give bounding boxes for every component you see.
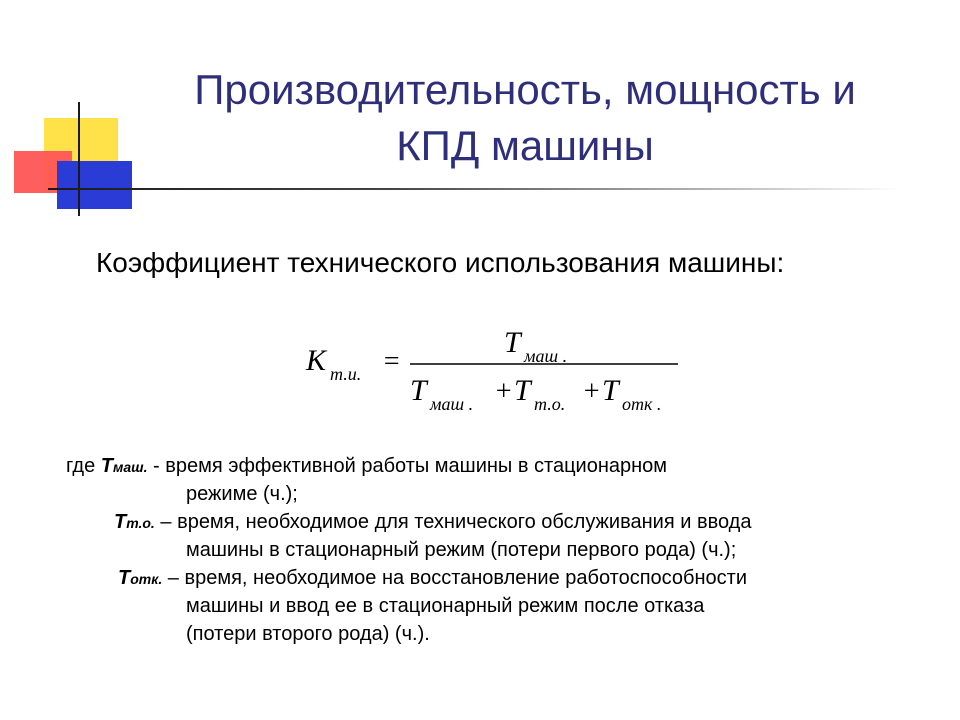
formula [300,318,720,418]
legend-item-1-text: - время эффективной работы машины в стационарном [147,455,668,477]
legend-item-3-symbol: Тотк. [118,567,163,589]
formula-den-term-3-subscript: отк . [622,394,662,414]
decor-vertical-line [78,102,80,216]
slide-title-line-2: КПД машины [396,122,654,169]
slide-title-line-1: Производительность, мощность и [194,66,856,113]
legend-item-2-symbol: Тт.о. [114,511,155,533]
formula-den-term-2-symbol: T [514,374,531,407]
legend-item-2-text: – время, необходимое для технического обслуживания и ввода [154,511,752,533]
formula-plus-1: + [494,376,513,407]
decor-blue-square [57,161,132,209]
formula-equals: = [382,346,401,377]
formula-lhs-symbol: K [306,344,327,377]
formula-lhs-subscript: т.и. [330,364,362,384]
formula-den-term-2-subscript: т.о. [534,394,566,414]
title-divider-line [48,188,900,190]
legend-item-2-line-2: машины в стационарный режим (потери первого рода) (ч.); [186,539,737,561]
legend-item-3-text: – время, необходимое на восстановление работоспособности [162,567,747,589]
formula-den-term-3-symbol: T [602,374,619,407]
legend-item-3-line-1 [118,564,747,593]
legend-item-2-line-1 [114,508,751,537]
formula-svg [300,318,720,418]
formula-numerator-subscript: маш . [524,346,568,366]
section-heading: Коэффициент технического использования машины: [96,247,785,278]
legend-item-3-line-2: машины и ввод ее в стационарный режим после отказа [186,595,705,617]
formula-den-term-1-symbol: T [410,374,427,407]
formula-numerator-symbol: T [504,326,521,359]
legend-item-1-symbol: Тмаш. [100,455,148,477]
legend-item-1-line-1 [66,452,667,481]
legend-item-3-line-3: (потери второго рода) (ч.). [186,623,430,645]
formula-den-term-1-subscript: маш . [430,394,474,414]
legend-intro: где [66,455,96,477]
legend-item-1-line-2: режиме (ч.); [186,483,298,505]
slide-title [130,62,920,174]
formula-plus-2: + [582,376,601,407]
